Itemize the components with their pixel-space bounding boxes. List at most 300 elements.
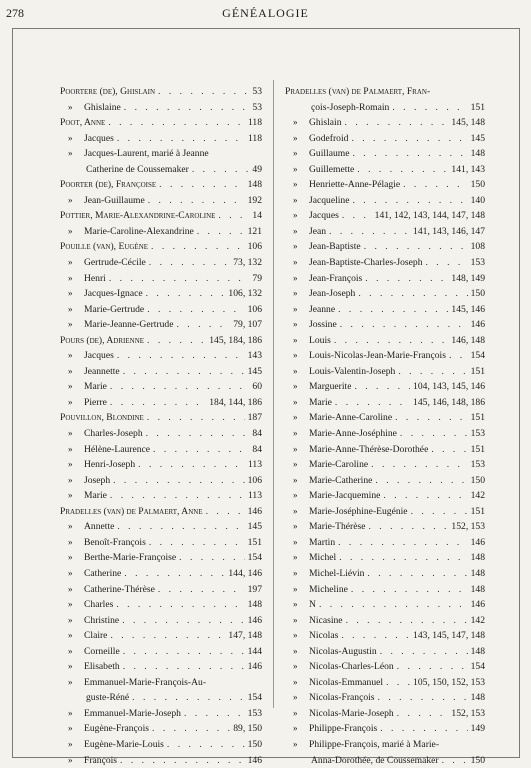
ditto-mark: » — [293, 614, 298, 625]
ditto-mark: » — [68, 738, 73, 749]
page-references: 151 — [470, 443, 485, 455]
entry-name: Guillaume — [309, 148, 350, 160]
index-entry — [285, 100, 485, 116]
entry-name: Emmanuel-Marie-Joseph — [84, 707, 181, 719]
index-entry — [60, 100, 262, 116]
index-entry — [60, 488, 262, 504]
index-entry — [285, 224, 485, 240]
dot-leader — [335, 395, 410, 411]
entry-name: Jeanne — [309, 303, 336, 315]
ditto-mark: » — [68, 148, 73, 159]
dot-leader — [218, 208, 249, 224]
ditto-mark: » — [293, 583, 298, 594]
ditto-mark: » — [68, 194, 73, 205]
dot-leader — [395, 410, 467, 426]
dot-leader — [123, 659, 245, 675]
dot-leader — [368, 519, 448, 535]
ditto-mark: » — [293, 521, 298, 532]
dot-leader — [152, 721, 230, 737]
page-references: 146 — [470, 536, 485, 548]
index-entry — [60, 675, 262, 691]
index-entry — [60, 659, 262, 675]
entry-name: Ghislain — [309, 117, 342, 129]
ditto-mark: » — [68, 490, 73, 501]
page-references: 79 — [252, 272, 262, 284]
ditto-mark: » — [293, 412, 298, 423]
page-references: 148 — [470, 552, 485, 564]
page-references: 14 — [252, 210, 262, 222]
ditto-mark: » — [68, 567, 73, 578]
page-references: 49 — [252, 163, 262, 175]
entry-name: Poortere (de), Ghislain — [60, 86, 156, 97]
dot-leader — [351, 582, 468, 598]
page-references: 118 — [247, 132, 262, 144]
dot-leader — [397, 706, 449, 722]
ditto-mark: » — [293, 319, 298, 330]
ditto-mark: » — [68, 614, 73, 625]
entry-name: Ghislaine — [84, 101, 121, 113]
dot-leader — [153, 442, 249, 458]
entry-name: Micheline — [309, 583, 348, 595]
page-references: 151 — [470, 412, 485, 424]
column-divider — [273, 80, 274, 708]
index-entry — [285, 410, 485, 426]
dot-leader — [403, 177, 468, 193]
ditto-mark: » — [293, 225, 298, 236]
page-references: 146 — [247, 754, 262, 766]
dot-leader — [449, 348, 468, 364]
ditto-mark: » — [293, 396, 298, 407]
page-references: 148 — [470, 148, 485, 160]
page-references: 104, 143, 145, 146 — [413, 381, 485, 393]
ditto-mark: » — [293, 567, 298, 578]
page-references: 53 — [252, 101, 262, 113]
ditto-mark: » — [293, 707, 298, 718]
entry-name: Jacques-Laurent, marié à Jeanne — [84, 148, 209, 160]
index-entry — [60, 597, 262, 613]
index-entry — [60, 208, 262, 224]
ditto-mark: » — [293, 474, 298, 485]
page-references: 108 — [470, 241, 485, 253]
index-column-left — [60, 84, 262, 768]
page-references: 148 — [470, 583, 485, 595]
index-entry — [285, 84, 485, 100]
dot-leader — [117, 519, 244, 535]
entry-name: Benoît-François — [84, 536, 146, 548]
page-references: 148 — [470, 567, 485, 579]
ditto-mark: » — [293, 194, 298, 205]
index-entry — [285, 162, 485, 178]
ditto-mark: » — [68, 428, 73, 439]
entry-name: Christine — [84, 614, 120, 626]
index-entry — [60, 519, 262, 535]
entry-name: çois-Joseph-Romain — [311, 101, 390, 113]
dot-leader — [206, 504, 245, 520]
index-entry — [285, 442, 485, 458]
ditto-mark: » — [293, 490, 298, 501]
ditto-mark: » — [293, 288, 298, 299]
index-entry — [285, 675, 485, 691]
index-entry — [60, 644, 262, 660]
page-references: 140 — [470, 194, 485, 206]
ditto-mark: » — [68, 381, 73, 392]
dot-leader — [123, 644, 245, 660]
page-references: 147, 148 — [228, 630, 262, 642]
page-references: 151 — [470, 101, 485, 113]
index-entry — [60, 317, 262, 333]
dot-leader — [147, 302, 244, 318]
index-entry — [60, 146, 262, 162]
dot-leader — [351, 131, 467, 147]
entry-name: Emmanuel-Marie-François-Au- — [84, 676, 207, 688]
dot-leader — [341, 628, 410, 644]
index-entry — [60, 348, 262, 364]
ditto-mark: » — [68, 303, 73, 314]
page-references: 154 — [470, 350, 485, 362]
entry-name: Jacques — [309, 210, 339, 222]
page-references: 144 — [247, 645, 262, 657]
index-entry — [285, 457, 485, 473]
page-references: 146 — [247, 614, 262, 626]
dot-leader — [158, 84, 249, 100]
index-entry — [285, 208, 485, 224]
dot-leader — [339, 550, 467, 566]
entry-name: Marie-Caroline — [309, 459, 369, 471]
index-entry — [285, 271, 485, 287]
entry-name: Philippe-François — [309, 723, 378, 735]
dot-leader — [122, 613, 244, 629]
page-references: 146 — [247, 505, 262, 517]
dot-leader — [426, 255, 468, 271]
page-references: 152, 153 — [451, 521, 485, 533]
index-entry — [60, 255, 262, 271]
ditto-mark: » — [68, 288, 73, 299]
ditto-mark: » — [293, 692, 298, 703]
page-references: 197 — [247, 583, 262, 595]
entry-name: Marie-Anne-Joséphine — [309, 428, 397, 440]
entry-name: Marie-Gertrude — [84, 303, 145, 315]
ditto-mark: » — [68, 365, 73, 376]
index-entry — [60, 550, 262, 566]
ditto-mark: » — [68, 474, 73, 485]
entry-name: Pottier, Marie-Alexandrine-Caroline — [60, 210, 216, 222]
index-entry — [285, 550, 485, 566]
ditto-mark: » — [293, 428, 298, 439]
ditto-mark: » — [68, 350, 73, 361]
entry-name: Anna-Dorothée, de Coussemaker — [311, 754, 439, 766]
ditto-mark: » — [293, 210, 298, 221]
dot-leader — [386, 675, 410, 691]
index-entry — [60, 410, 262, 426]
dot-leader — [192, 162, 250, 178]
page-references: 150 — [247, 738, 262, 750]
dot-leader — [400, 426, 468, 442]
ditto-mark: » — [293, 676, 298, 687]
index-entry — [60, 628, 262, 644]
page-references: 145, 184, 186 — [209, 334, 262, 346]
page-references: 148 — [247, 599, 262, 611]
ditto-mark: » — [293, 132, 298, 143]
entry-name: Louis-Nicolas-Jean-Marie-François — [309, 350, 446, 362]
entry-name: Nicolas-Charles-Léon — [309, 661, 394, 673]
dot-leader — [364, 239, 468, 255]
dot-leader — [380, 644, 468, 660]
dot-leader — [117, 131, 245, 147]
ditto-mark: » — [293, 645, 298, 656]
ditto-mark: » — [68, 225, 73, 236]
index-entry — [285, 504, 485, 520]
index-entry — [285, 395, 485, 411]
page-references: 106 — [247, 241, 262, 253]
entry-name: Pierre — [84, 396, 107, 408]
ditto-mark: » — [68, 459, 73, 470]
dot-leader — [159, 177, 244, 193]
entry-name: Marie-Jacquemine — [309, 490, 381, 502]
entry-name: Eugène-Marie-Louis — [84, 738, 164, 750]
index-entry — [60, 504, 262, 520]
dot-leader — [354, 379, 410, 395]
dot-leader — [177, 317, 231, 333]
dot-leader — [148, 193, 245, 209]
entry-name: Jean-François — [309, 272, 363, 284]
index-entry — [60, 131, 262, 147]
ditto-mark: » — [68, 552, 73, 563]
index-entry — [60, 115, 262, 131]
index-entry — [60, 426, 262, 442]
index-entry — [60, 566, 262, 582]
page-references: 145 — [247, 365, 262, 377]
ditto-mark: » — [293, 738, 298, 749]
page-references: 141, 143 — [451, 163, 485, 175]
entry-name: Jossine — [309, 319, 337, 331]
entry-name: Pradelles (van) de Palmaert, Anne — [60, 505, 203, 517]
dot-leader — [338, 302, 448, 318]
index-entry — [285, 426, 485, 442]
ditto-mark: » — [293, 257, 298, 268]
ditto-mark: » — [68, 132, 73, 143]
index-entry — [285, 255, 485, 271]
ditto-mark: » — [293, 365, 298, 376]
page-references: 143 — [247, 350, 262, 362]
dot-leader — [110, 488, 245, 504]
running-head: GÉNÉALOGIE — [222, 6, 309, 20]
page-references: 106 — [247, 303, 262, 315]
entry-name: Henriette-Anne-Pélagie — [309, 179, 401, 191]
dot-leader — [353, 146, 468, 162]
entry-name: N — [309, 599, 316, 611]
ditto-mark: » — [293, 163, 298, 174]
page-references: 106, 132 — [228, 288, 262, 300]
page-references: 145, 146 — [451, 303, 485, 315]
page-references: 153 — [247, 707, 262, 719]
entry-name: Jacques — [84, 132, 114, 144]
dot-leader — [110, 379, 249, 395]
dot-leader — [110, 628, 225, 644]
page-references: 144, 146 — [228, 567, 262, 579]
ditto-mark: » — [68, 396, 73, 407]
index-entry — [60, 457, 262, 473]
entry-name: Jean-Joseph — [309, 288, 356, 300]
index-entry — [285, 582, 485, 598]
entry-name: François — [84, 754, 118, 766]
entry-name: Michel-Liévin — [309, 567, 365, 579]
ditto-mark: » — [68, 319, 73, 330]
index-entry — [60, 737, 262, 753]
dot-leader — [110, 395, 206, 411]
ditto-mark: » — [293, 661, 298, 672]
ditto-mark: » — [293, 303, 298, 314]
entry-name: Michel — [309, 552, 337, 564]
entry-name: Marie-Anne-Thérèse-Dorothée — [309, 443, 429, 455]
page-references: 150 — [470, 288, 485, 300]
index-entry — [285, 317, 485, 333]
ditto-mark: » — [68, 443, 73, 454]
dot-leader — [353, 193, 468, 209]
entry-name: Louis — [309, 334, 331, 346]
index-entry — [285, 566, 485, 582]
page-references: 150 — [470, 754, 485, 766]
ditto-mark: » — [293, 599, 298, 610]
dot-leader — [123, 364, 245, 380]
index-entry — [285, 597, 485, 613]
entry-name: Martin — [309, 536, 336, 548]
index-entry — [285, 239, 485, 255]
index-entry — [285, 519, 485, 535]
entry-name: Henri — [84, 272, 106, 284]
entry-name: guste-Réné — [86, 692, 130, 704]
dot-leader — [342, 208, 372, 224]
page-references: 153 — [470, 459, 485, 471]
index-entry — [60, 333, 262, 349]
ditto-mark: » — [68, 661, 73, 672]
entry-name: Charles — [84, 599, 114, 611]
entry-name: Godefroid — [309, 132, 349, 144]
entry-name: Nicasine — [309, 614, 343, 626]
dot-leader — [158, 582, 245, 598]
dot-leader — [378, 690, 468, 706]
ditto-mark: » — [293, 505, 298, 516]
index-entry — [60, 395, 262, 411]
page-references: 148 — [470, 645, 485, 657]
dot-leader — [398, 364, 467, 380]
entry-name: Nicolas — [309, 630, 339, 642]
page-references: 145, 146, 148, 186 — [413, 396, 485, 408]
entry-name: Gertrude-Cécile — [84, 257, 146, 269]
index-entry — [285, 644, 485, 660]
entry-name: Poot, Anne — [60, 117, 106, 129]
page-references: 113 — [247, 459, 262, 471]
entry-name: Nicolas-François — [309, 692, 375, 704]
entry-name: Philippe-François, marié à Marie- — [309, 738, 440, 750]
dot-leader — [383, 488, 467, 504]
page-references: 141, 143, 146, 147 — [413, 225, 485, 237]
index-entry — [285, 348, 485, 364]
dot-leader — [146, 286, 226, 302]
page-references: 151 — [470, 365, 485, 377]
ditto-mark: » — [68, 257, 73, 268]
index-entry — [60, 753, 262, 768]
dot-leader — [431, 442, 467, 458]
dot-leader — [334, 333, 449, 349]
dot-leader — [147, 333, 206, 349]
dot-leader — [371, 457, 467, 473]
entry-name: Pradelles (van) de Palmaert, Fran- — [285, 86, 431, 97]
entry-name: Annette — [84, 521, 115, 533]
dot-leader — [146, 426, 250, 442]
page-references: 187 — [247, 412, 262, 424]
ditto-mark: » — [293, 334, 298, 345]
entry-name: Nicolas-Emmanuel — [309, 676, 384, 688]
entry-name: Charles-Joseph — [84, 428, 143, 440]
page-references: 53 — [252, 86, 262, 97]
dot-leader — [397, 659, 468, 675]
entry-name: Jean-Baptiste-Charles-Joseph — [309, 257, 423, 269]
page-references: 154 — [470, 661, 485, 673]
index-entry — [60, 690, 262, 706]
ditto-mark: » — [293, 179, 298, 190]
ditto-mark: » — [293, 552, 298, 563]
dot-leader — [375, 473, 467, 489]
entry-name: Pours (de), Adrienne — [60, 334, 145, 346]
ditto-mark: » — [293, 536, 298, 547]
ditto-mark: » — [68, 536, 73, 547]
ditto-mark: » — [68, 707, 73, 718]
page-references: 145, 148 — [451, 117, 485, 129]
entry-name: Louis-Valentin-Joseph — [309, 365, 396, 377]
index-entry — [285, 193, 485, 209]
dot-leader — [367, 566, 467, 582]
index-entry — [285, 286, 485, 302]
index-entry — [60, 535, 262, 551]
ditto-mark: » — [68, 583, 73, 594]
entry-name: Claire — [84, 630, 108, 642]
ditto-mark: » — [293, 117, 298, 128]
entry-name: Marie — [84, 381, 107, 393]
dot-leader — [109, 271, 250, 287]
ditto-mark: » — [293, 241, 298, 252]
entry-name: Marguerite — [309, 381, 352, 393]
page-references: 143, 145, 147, 148 — [413, 630, 485, 642]
index-entry — [285, 659, 485, 675]
entry-name: Marie-Joséphine-Eugénie — [309, 505, 408, 517]
dot-leader — [319, 597, 468, 613]
page-references: 146 — [470, 599, 485, 611]
entry-name: Joseph — [84, 474, 111, 486]
entry-name: Marie-Caroline-Alexandrine — [84, 225, 194, 237]
ditto-mark: » — [68, 272, 73, 283]
index-entry — [60, 271, 262, 287]
page-references: 150 — [470, 179, 485, 191]
ditto-mark: » — [293, 459, 298, 470]
dot-leader — [149, 535, 245, 551]
page-references: 121 — [247, 225, 262, 237]
ditto-mark: » — [293, 381, 298, 392]
entry-name: Marie — [84, 490, 107, 502]
dot-leader — [442, 753, 468, 768]
index-entry — [285, 628, 485, 644]
dot-leader — [147, 410, 245, 426]
index-entry — [285, 364, 485, 380]
ditto-mark: » — [68, 723, 73, 734]
ditto-mark: » — [68, 521, 73, 532]
page-references: 84 — [252, 428, 262, 440]
page-references: 105, 150, 152, 153 — [413, 676, 485, 688]
index-entry — [60, 379, 262, 395]
dot-leader — [167, 737, 245, 753]
page-references: 148 — [247, 179, 262, 191]
dot-leader — [179, 550, 244, 566]
page-number: 278 — [6, 6, 24, 20]
